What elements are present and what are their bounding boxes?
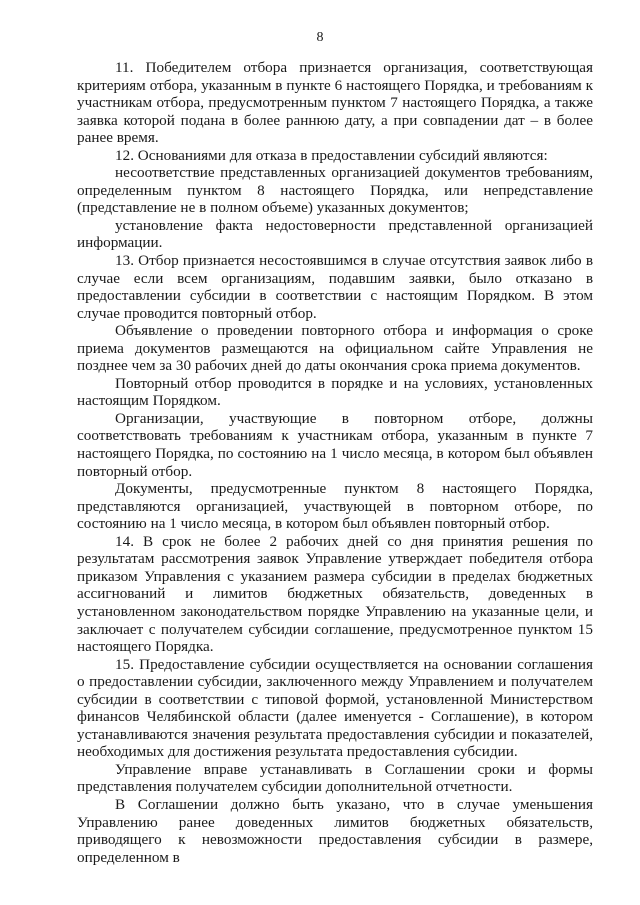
paragraph-repeat-announcement: Объявление о проведении повторного отбора и информация о сроке приема документов размещаются на официальном сайте Управления не позднее чем за 30 рабочих дней до даты окончания срока приема документов.	[77, 322, 593, 375]
page-number: 8	[316, 30, 324, 45]
paragraph-11-winner: 11. Победителем отбора признается организация, соответствующая критериям отбора, указанным в пункте 6 настоящего Порядка, и требованиям к участникам отбора, предусмотренным пунктом 7 настоящего Порядка, а также заявка которой подана в более раннюю дату, а при совпадении дат – в более ранее время.	[77, 59, 593, 147]
paragraph-additional-reporting: Управление вправе устанавливать в Соглашении сроки и формы представления получателем субсидии дополнительной отчетности.	[77, 760, 593, 796]
paragraph-12-refusal-grounds: 12. Основаниями для отказа в предоставлении субсидий являются:	[115, 146, 548, 164]
paragraph-repeat-procedure: Повторный отбор проводится в порядке и на условиях, установленных настоящим Порядком.	[77, 374, 593, 410]
paragraph-refusal-ground-documents: несоответствие представленных организацией документов требованиям, определенным пунктом 8 настоящего Порядка, или непредставление (представление не в полном объеме) указанных документов;	[77, 164, 593, 217]
paragraph-refusal-ground-false-info: установление факта недостоверности представленной организацией информации.	[77, 216, 593, 252]
paragraph-13-failed-selection: 13. Отбор признается несостоявшимся в случае отсутствия заявок либо в случае если всем организациям, подавшим заявки, было отказано в предоставлении субсидии в соответствии с настоящим Порядком. В этом случае проводится повторный отбор.	[77, 252, 593, 322]
document-body	[77, 59, 593, 866]
paragraph-15-agreement: 15. Предоставление субсидии осуществляется на основании соглашения о предоставлении субсидии, заключенного между Управлением и получателем субсидии в соответствии с типовой формой, установленной Министерством финансов Челябинской области (далее именуется - Соглашение), в котором устанавливаются значения результата предоставления субсидии и показателей, необходимых для достижения результата предоставления субсидии.	[77, 655, 593, 761]
paragraph-14-approval: 14. В срок не более 2 рабочих дней со дня принятия решения по результатам рассмотрения заявок Управление утверждает победителя отбора приказом Управления с указанием размера субсидии в пределах бюджетных ассигнований и лимитов бюджетных обязательств, доведенных в установленном законодательством порядке Управлению на указанные цели, и заключает с получателем субсидии соглашение, предусмотренное пунктом 15 настоящего Порядка.	[77, 532, 593, 656]
paragraph-limit-reduction: В Соглашении должно быть указано, что в случае уменьшения Управлению ранее доведенных лимитов бюджетных обязательств, приводящего к невозможности предоставления субсидии в размере, определенном в	[77, 795, 593, 866]
paragraph-repeat-participants: Организации, участвующие в повторном отборе, должны соответствовать требованиям к участникам отбора, указанным в пункте 7 настоящего Порядка, по состоянию на 1 число месяца, в котором был объявлен повторный отбор.	[77, 409, 593, 480]
paragraph-repeat-documents: Документы, предусмотренные пунктом 8 настоящего Порядка, представляются организацией, участвующей в повторном отборе, по состоянию на 1 число месяца, в котором был объявлен повторный отбор.	[77, 480, 593, 533]
